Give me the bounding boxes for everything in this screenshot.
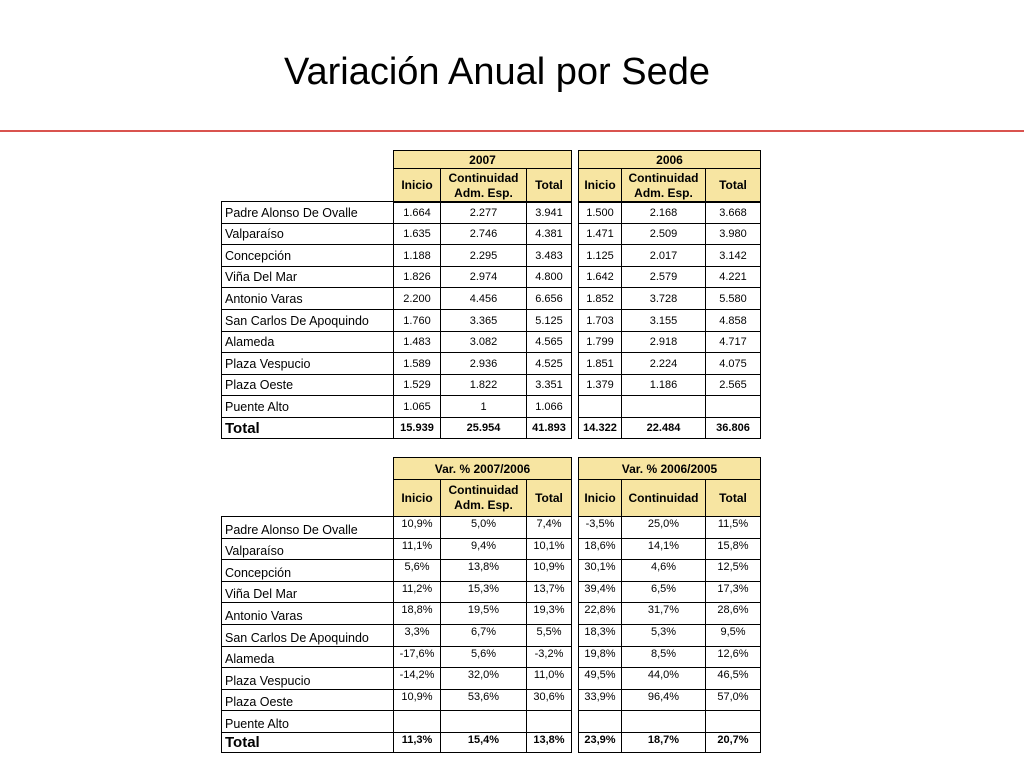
column-header-line1: Total — [535, 490, 563, 505]
table-cell — [705, 395, 761, 418]
row-label: Plaza Vespucio — [221, 667, 394, 690]
row-label: Puente Alto — [221, 395, 394, 418]
table-cell: 22,8% — [578, 602, 622, 625]
table-cell: 4.075 — [705, 352, 761, 375]
table-cell: 1.529 — [393, 374, 441, 396]
column-header-line2: Adm. Esp. — [634, 185, 693, 200]
table-cell: 96,4% — [621, 689, 706, 711]
table-cell: 2.918 — [621, 331, 706, 353]
column-header-line1: Inicio — [584, 178, 616, 192]
page-title-text: Variación Anual por Sede — [283, 51, 711, 93]
table-cell: 4.381 — [526, 223, 572, 245]
group-header: 2007 — [393, 150, 572, 169]
table-cell: 1 — [440, 395, 527, 418]
total-cell: 18,7% — [621, 732, 706, 753]
total-cell: 36.806 — [705, 417, 761, 439]
table-cell: 5.125 — [526, 309, 572, 332]
table-cell: 10,9% — [393, 516, 441, 539]
table-cell: 19,5% — [440, 602, 527, 625]
group-header: Var. % 2006/2005 — [578, 457, 761, 480]
table-cell: 1.500 — [578, 201, 622, 224]
table-cell: 2.224 — [621, 352, 706, 375]
row-label: San Carlos De Apoquindo — [221, 624, 394, 647]
row-label: Puente Alto — [221, 710, 394, 733]
row-label: Alameda — [221, 646, 394, 668]
table-cell: 3.668 — [705, 201, 761, 224]
table-cell: 3,3% — [393, 624, 441, 647]
column-header — [621, 479, 706, 517]
table-cell: 5,6% — [393, 559, 441, 582]
table-cell: 53,6% — [440, 689, 527, 711]
table-cell — [621, 395, 706, 418]
column-header — [526, 479, 572, 517]
table-cell — [621, 710, 706, 733]
table-cell — [526, 710, 572, 733]
table-cell: 32,0% — [440, 667, 527, 690]
table-cell: 1.065 — [393, 395, 441, 418]
row-label: Viña Del Mar — [221, 266, 394, 288]
table-cell: 1.760 — [393, 309, 441, 332]
table-cell: 1.799 — [578, 331, 622, 353]
table-cell: 3.142 — [705, 244, 761, 267]
row-label: Concepción — [221, 559, 394, 582]
table-cell — [393, 710, 441, 733]
table-cell: 3.728 — [621, 287, 706, 310]
table-cell: 11,5% — [705, 516, 761, 539]
table-cell: 11,0% — [526, 667, 572, 690]
total-label: Total — [221, 732, 394, 753]
table-cell: 1.703 — [578, 309, 622, 332]
row-label: Alameda — [221, 331, 394, 353]
table-cell: 30,6% — [526, 689, 572, 711]
table-cell: 6,5% — [621, 581, 706, 603]
table-cell: 4.717 — [705, 331, 761, 353]
total-cell: 23,9% — [578, 732, 622, 753]
row-label: Plaza Oeste — [221, 374, 394, 396]
column-header-line1: Continuidad — [448, 170, 519, 185]
table-cell: 1.635 — [393, 223, 441, 245]
column-header-line1: Continuidad — [628, 170, 699, 185]
row-label: Padre Alonso De Ovalle — [221, 201, 394, 224]
table-cell: 9,5% — [705, 624, 761, 647]
row-label: Valparaíso — [221, 223, 394, 245]
column-header-line1: Continuidad — [448, 483, 519, 497]
total-cell: 20,7% — [705, 732, 761, 753]
column-header — [440, 168, 527, 203]
table-cell: 57,0% — [705, 689, 761, 711]
group-header: Var. % 2007/2006 — [393, 457, 572, 480]
table-cell: 49,5% — [578, 667, 622, 690]
column-header-line1: Inicio — [401, 490, 433, 505]
table-cell: 46,5% — [705, 667, 761, 690]
table-cell: 2.746 — [440, 223, 527, 245]
table-cell: 2.974 — [440, 266, 527, 288]
table-cell: 5,5% — [526, 624, 572, 647]
column-header-line1: Total — [535, 178, 563, 192]
table-cell: 5.580 — [705, 287, 761, 310]
column-header — [621, 168, 706, 203]
table-cell: 1.826 — [393, 266, 441, 288]
table-cell: 4.565 — [526, 331, 572, 353]
table-cell: 18,3% — [578, 624, 622, 647]
column-header — [578, 479, 622, 517]
total-cell: 22.484 — [621, 417, 706, 439]
table-cell: -3,5% — [578, 516, 622, 539]
table-cell: 10,9% — [526, 559, 572, 582]
total-label: Total — [221, 417, 394, 439]
column-header-line1: Inicio — [584, 490, 616, 505]
table-cell: 3.351 — [526, 374, 572, 396]
column-header — [578, 168, 622, 203]
table-cell: 12,6% — [705, 646, 761, 668]
page-title — [0, 48, 1024, 96]
table-cell: 1.186 — [621, 374, 706, 396]
table-cell — [705, 710, 761, 733]
table-cell: 10,9% — [393, 689, 441, 711]
table-cell: 4.800 — [526, 266, 572, 288]
table-cell: 44,0% — [621, 667, 706, 690]
table-cell: 30,1% — [578, 559, 622, 582]
column-header — [526, 168, 572, 203]
table-cell: 18,8% — [393, 602, 441, 625]
table-cell: 33,9% — [578, 689, 622, 711]
column-header-line2: Adm. Esp. — [454, 498, 513, 512]
table-cell: 1.066 — [526, 395, 572, 418]
table-cell: 1.483 — [393, 331, 441, 353]
table-cell: 12,5% — [705, 559, 761, 582]
table-cell: 10,1% — [526, 538, 572, 560]
table-cell: 6.656 — [526, 287, 572, 310]
table-cell: 3.980 — [705, 223, 761, 245]
table-cell: 5,6% — [440, 646, 527, 668]
table-cell: 5,3% — [621, 624, 706, 647]
table-cell: 2.017 — [621, 244, 706, 267]
row-label: Plaza Oeste — [221, 689, 394, 711]
table-cell: 2.277 — [440, 201, 527, 224]
total-cell: 15,4% — [440, 732, 527, 753]
table-cell: 3.155 — [621, 309, 706, 332]
table-cell: 28,6% — [705, 602, 761, 625]
column-header-line1: Total — [719, 178, 747, 192]
table-cell: -17,6% — [393, 646, 441, 668]
row-label: Concepción — [221, 244, 394, 267]
total-cell: 15.939 — [393, 417, 441, 439]
table-cell: 2.200 — [393, 287, 441, 310]
row-label: Antonio Varas — [221, 602, 394, 625]
table-cell: 18,6% — [578, 538, 622, 560]
title-divider — [0, 130, 1024, 132]
table-cell: 7,4% — [526, 516, 572, 539]
column-header-line1: Inicio — [401, 178, 433, 192]
row-label: Valparaíso — [221, 538, 394, 560]
table-cell: 4.221 — [705, 266, 761, 288]
table-cell: 2.936 — [440, 352, 527, 375]
table-cell: 31,7% — [621, 602, 706, 625]
row-label: Plaza Vespucio — [221, 352, 394, 375]
table-cell: 15,8% — [705, 538, 761, 560]
column-header-line1: Total — [719, 490, 747, 505]
column-header — [440, 479, 527, 517]
table-cell: 9,4% — [440, 538, 527, 560]
table-cell: 3.483 — [526, 244, 572, 267]
row-label: Antonio Varas — [221, 287, 394, 310]
table-cell: -14,2% — [393, 667, 441, 690]
table-cell: 19,3% — [526, 602, 572, 625]
total-cell: 41.893 — [526, 417, 572, 439]
table-cell: 4.456 — [440, 287, 527, 310]
table-cell: 1.471 — [578, 223, 622, 245]
table-cell: 2.565 — [705, 374, 761, 396]
table-cell: 13,7% — [526, 581, 572, 603]
table-cell: 11,2% — [393, 581, 441, 603]
table-cell: 39,4% — [578, 581, 622, 603]
table-cell: 3.082 — [440, 331, 527, 353]
row-label: Viña Del Mar — [221, 581, 394, 603]
table-cell: -3,2% — [526, 646, 572, 668]
table-cell — [578, 710, 622, 733]
column-header — [393, 479, 441, 517]
table-cell — [578, 395, 622, 418]
table-cell: 5,0% — [440, 516, 527, 539]
column-header — [705, 479, 761, 517]
table-cell: 1.125 — [578, 244, 622, 267]
table-cell: 4.858 — [705, 309, 761, 332]
column-header-line1: Continuidad — [628, 490, 699, 505]
table-cell: 1.852 — [578, 287, 622, 310]
table-cell: 17,3% — [705, 581, 761, 603]
total-cell: 13,8% — [526, 732, 572, 753]
table-cell: 2.295 — [440, 244, 527, 267]
table-cell — [440, 710, 527, 733]
table-cell: 1.379 — [578, 374, 622, 396]
table-cell: 2.168 — [621, 201, 706, 224]
table-cell: 4,6% — [621, 559, 706, 582]
table-cell: 1.851 — [578, 352, 622, 375]
table-cell: 1.642 — [578, 266, 622, 288]
column-header — [393, 168, 441, 203]
table-cell: 14,1% — [621, 538, 706, 560]
table-cell: 3.365 — [440, 309, 527, 332]
table-cell: 25,0% — [621, 516, 706, 539]
table-cell: 2.509 — [621, 223, 706, 245]
group-header: 2006 — [578, 150, 761, 169]
row-label: San Carlos De Apoquindo — [221, 309, 394, 332]
table-cell: 2.579 — [621, 266, 706, 288]
column-header-line2: Adm. Esp. — [454, 185, 513, 200]
table-cell: 1.188 — [393, 244, 441, 267]
table-cell: 8,5% — [621, 646, 706, 668]
table-cell: 11,1% — [393, 538, 441, 560]
table-cell: 15,3% — [440, 581, 527, 603]
table-cell: 1.589 — [393, 352, 441, 375]
table-cell: 13,8% — [440, 559, 527, 582]
total-cell: 14.322 — [578, 417, 622, 439]
table-cell: 4.525 — [526, 352, 572, 375]
column-header — [705, 168, 761, 203]
table-cell: 6,7% — [440, 624, 527, 647]
row-label: Padre Alonso De Ovalle — [221, 516, 394, 539]
table-cell: 3.941 — [526, 201, 572, 224]
total-cell: 11,3% — [393, 732, 441, 753]
table-cell: 19,8% — [578, 646, 622, 668]
total-cell: 25.954 — [440, 417, 527, 439]
table-cell: 1.664 — [393, 201, 441, 224]
table-cell: 1.822 — [440, 374, 527, 396]
